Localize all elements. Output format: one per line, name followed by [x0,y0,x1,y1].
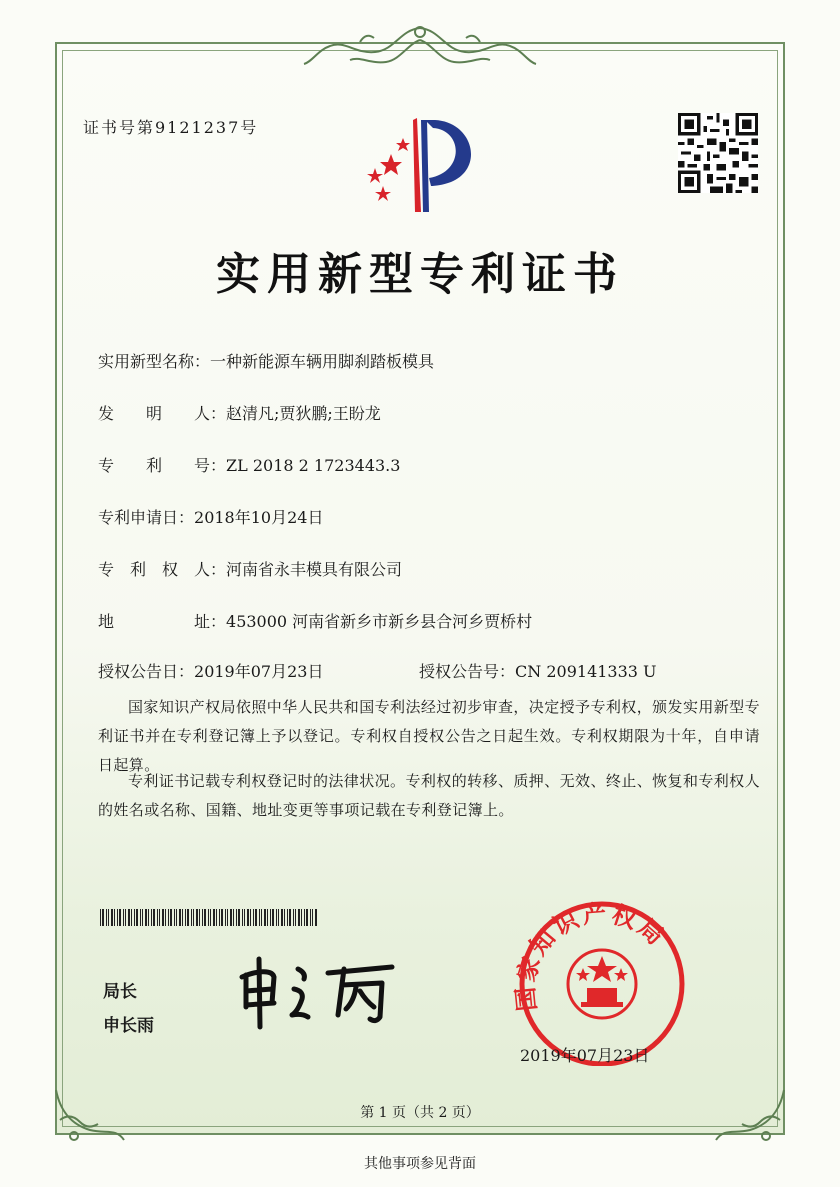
inventor-value: 赵清凡;贾狄鹏;王盼龙 [226,404,381,423]
grant-date-row [98,659,323,682]
signature-icon [232,955,432,1035]
grant-number-label: 授权公告号： [419,662,516,681]
legal-paragraph-1: 国家知识产权局依照中华人民共和国专利法经过初步审查，决定授予专利权，颁发实用新型专利证书并在专利登记簿上予以登记。专利权自授权公告之日起生效。专利权期限为十年，自申请日起算。 [98,698,760,774]
official-seal-icon [507,898,697,1066]
inventor-label: 发 明 人： [98,404,227,423]
svg-text:国家知识产权局: 国家知识产权局 [511,899,672,1013]
utility-name-label: 实用新型名称： [98,352,211,371]
page-number: 第 1 页（共 2 页） [360,1105,480,1121]
cnipa-logo-icon [355,108,495,218]
address-label: 地 址： [98,612,227,631]
filing-date-value: 2018年10月24日 [194,508,324,527]
patentee-value: 河南省永丰模具有限公司 [226,560,403,579]
inventor-row [98,401,381,424]
certificate-title: 实用新型专利证书 [216,249,624,300]
grant-number-value: CN 209141333 U [515,662,657,681]
grant-date-value: 2019年07月23日 [194,662,324,681]
grant-number-row [419,659,657,682]
certificate-number: 证书号第9121237号 [83,118,259,137]
footer-note: 其他事项参见背面 [364,1156,476,1172]
address-value: 453000 河南省新乡市新乡县合河乡贾桥村 [226,612,533,631]
signatory-role: 局长 [103,982,137,1002]
qr-code-icon [678,113,758,193]
utility-name-row [98,349,434,372]
seal-date: 2019年07月23日 [520,1046,650,1065]
filing-date-label: 专利申请日： [98,508,195,527]
grant-date-label: 授权公告日： [98,662,195,681]
legal-paragraph-2: 专利证书记载专利权登记时的法律状况。专利权的转移、质押、无效、终止、恢复和专利权人的姓名或名称、国籍、地址变更等事项记载在专利登记簿上。 [98,772,760,819]
utility-name-value: 一种新能源车辆用脚刹踏板模具 [210,352,435,371]
patent-number-label: 专 利 号： [98,456,227,475]
patentee-label: 专 利 权 人： [98,560,227,579]
top-ornament-icon [300,20,540,80]
patentee-row [98,557,402,580]
signatory-name: 申长雨 [103,1016,154,1036]
patent-number-value: ZL 2018 2 1723443.3 [226,456,401,475]
barcode-icon [100,909,320,926]
address-row [98,609,532,632]
patent-number-row [98,453,400,476]
filing-date-row [98,505,323,528]
